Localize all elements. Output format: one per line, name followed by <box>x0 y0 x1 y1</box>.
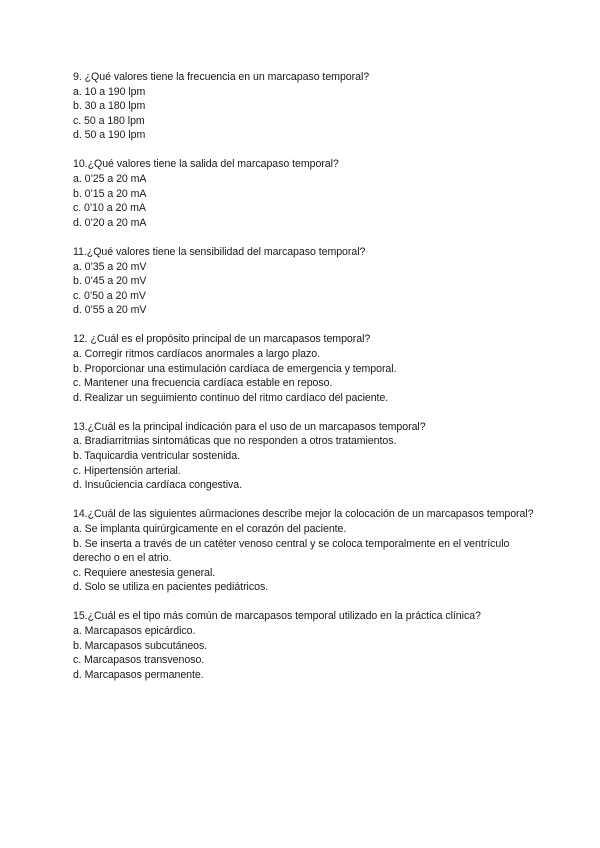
answer-option: b. Taquicardia ventricular sostenida. <box>73 450 240 463</box>
question-text: 11.¿Qué valores tiene la sensibilidad del marcapaso temporal? <box>73 245 366 258</box>
question-text: 9. ¿Qué valores tiene la frecuencia en un marcapaso temporal? <box>73 71 370 83</box>
question-9 <box>73 70 543 143</box>
answer-option: a. 10 a 190 lpm <box>73 85 146 98</box>
question-text: 15.¿Cuál es el tipo más común de marcapasos temporal utilizado en la práctica clínica? <box>73 610 481 623</box>
question-14 <box>73 507 543 595</box>
question-text: 13.¿Cuál es la principal indicación para el uso de un marcapasos temporal? <box>73 420 426 433</box>
answer-option: b. Proporcionar una estimulación cardíaca de emergencia y temporal. <box>73 362 397 375</box>
answer-option: b. Marcapasos subcutáneos. <box>73 639 208 652</box>
answer-option: c. Mantener una frecuencia cardíaca estable en reposo. <box>73 377 333 390</box>
answer-option: c. Hipertensión arterial. <box>73 464 181 477</box>
question-11 <box>73 245 543 318</box>
answer-option: d. Marcapasos permanente. <box>73 668 204 681</box>
answer-option: a. Bradiarritmias sintomáticas que no responden a otros tratamientos. <box>73 435 397 448</box>
question-13 <box>73 420 543 493</box>
question-text: 12. ¿Cuál es el propósito principal de un marcapasos temporal? <box>73 333 371 346</box>
answer-option: a. Corregir ritmos cardíacos anormales a largo plazo. <box>73 348 320 360</box>
answer-option: c. Requiere anestesia general. <box>73 566 216 579</box>
answer-option: d. 0’55 a 20 mV <box>73 304 147 317</box>
answer-option: d. 50 a 190 lpm <box>73 129 146 142</box>
answer-option: c. Marcapasos transvenoso. <box>73 654 205 667</box>
answer-option: b. 30 a 180 lpm <box>73 100 146 113</box>
answer-option: b. 0’15 a 20 mA <box>73 187 147 200</box>
answer-option: a. Marcapasos epicárdico. <box>73 625 196 637</box>
answer-option: a. 0’25 a 20 mA <box>73 173 147 186</box>
question-text: 14.¿Cuál de las siguientes aûrmaciones describe mejor la colocación de un marcapasos temporal? <box>73 508 534 521</box>
answer-option: d. Insuûciencia cardíaca congestiva. <box>73 479 242 492</box>
question-12 <box>73 332 543 405</box>
question-10 <box>73 157 543 230</box>
answer-option: d. Solo se utiliza en pacientes pediátricos. <box>73 581 269 594</box>
answer-option: b. 0’45 a 20 mV <box>73 275 147 288</box>
answer-option: a. 0’35 a 20 mV <box>73 260 147 273</box>
answer-option: c. 0’10 a 20 mA <box>73 202 146 215</box>
answer-option: c. 50 a 180 lpm <box>73 114 145 127</box>
question-15 <box>73 609 543 682</box>
answer-option: b. Se inserta a través de un catéter venoso central y se coloca temporalmente en el ventrículo derecho o en el atrio. <box>73 537 510 565</box>
answer-option: c. 0’50 a 20 mV <box>73 289 146 302</box>
answer-option: d. 0’20 a 20 mA <box>73 216 147 229</box>
answer-option: d. Realizar un seguimiento continuo del ritmo cardíaco del paciente. <box>73 391 389 404</box>
document-page <box>73 70 543 697</box>
answer-option: a. Se implanta quirúrgicamente en el corazón del paciente. <box>73 522 347 535</box>
question-text: 10.¿Qué valores tiene la salida del marcapaso temporal? <box>73 158 339 171</box>
